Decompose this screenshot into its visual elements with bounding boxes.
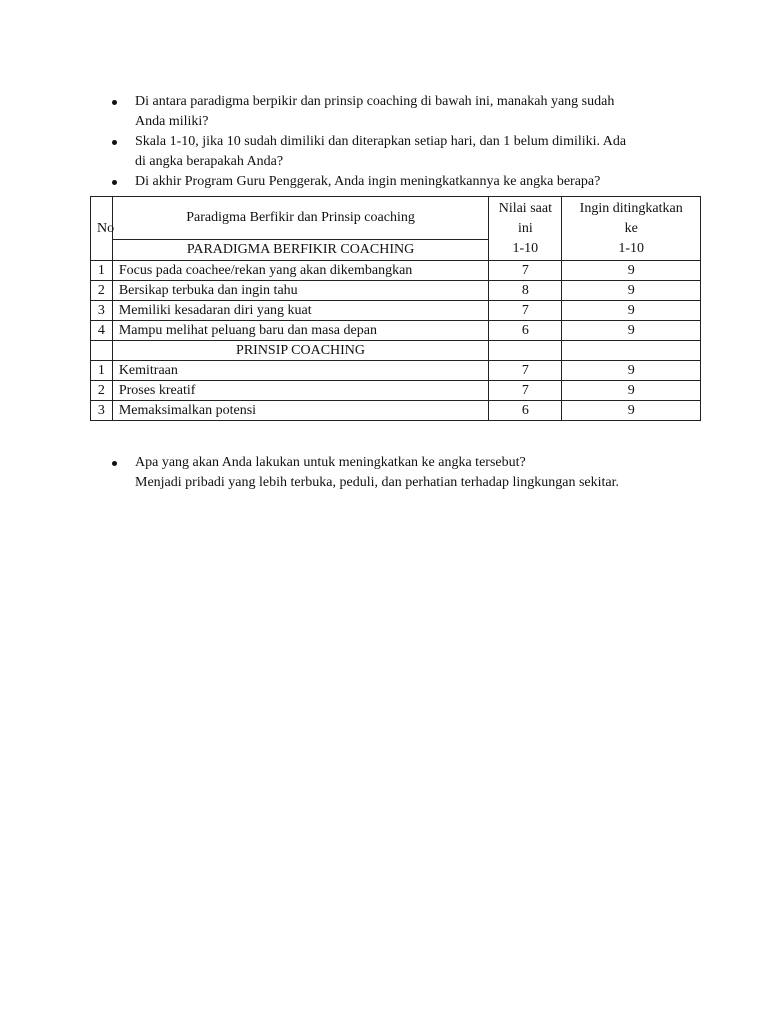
empty-cell: [489, 341, 562, 361]
intro-bullet-3: [110, 172, 700, 192]
row-no: 2: [91, 381, 113, 401]
bullet-text-line: Anda miliki?: [135, 114, 209, 129]
intro-bullet-list: [110, 92, 700, 192]
bullet-dot-icon: [112, 140, 117, 145]
header-target-line: Ingin ditingkatkan: [579, 200, 683, 216]
row-target-score: 9: [562, 261, 701, 281]
row-no: 4: [91, 321, 113, 341]
header-target-line: ke: [624, 220, 638, 236]
row-no: 3: [91, 301, 113, 321]
row-current-score: 6: [489, 321, 562, 341]
row-desc: Bersikap terbuka dan ingin tahu: [112, 281, 488, 301]
row-target-score: 9: [562, 381, 701, 401]
row-current-score: 6: [489, 401, 562, 421]
row-current-score: 8: [489, 281, 562, 301]
table-row: [91, 281, 701, 301]
table-row: [91, 401, 701, 421]
row-target-score: 9: [562, 281, 701, 301]
closing-answer: Menjadi pribadi yang lebih terbuka, peduli, dan perhatian terhadap lingkungan sekitar.: [135, 475, 620, 490]
header-no: No: [91, 197, 113, 261]
intro-bullet-2: [110, 132, 700, 172]
section2-title: PRINSIP COACHING: [112, 341, 488, 361]
row-no: 1: [91, 361, 113, 381]
row-no: 1: [91, 261, 113, 281]
row-desc: Kemitraan: [112, 361, 488, 381]
section1-title: PARADIGMA BERFIKIR COACHING: [112, 240, 488, 261]
table-row: [91, 261, 701, 281]
bullet-text-line: di angka berapakah Anda?: [135, 154, 284, 169]
row-target-score: 9: [562, 361, 701, 381]
table-row: [91, 301, 701, 321]
row-desc: Mampu melihat peluang baru dan masa depan: [112, 321, 488, 341]
header-current-line: ini: [517, 220, 533, 236]
section-title-row: [91, 341, 701, 361]
row-no: 3: [91, 401, 113, 421]
row-desc: Focus pada coachee/rekan yang akan dikembangkan: [112, 261, 488, 281]
table-header-row: [91, 197, 701, 240]
row-current-score: 7: [489, 381, 562, 401]
header-current-score: [489, 197, 562, 261]
row-target-score: 9: [562, 301, 701, 321]
row-current-score: 7: [489, 261, 562, 281]
closing-bullet-list: [110, 453, 700, 493]
header-target-line: 1-10: [618, 240, 645, 256]
row-desc: Proses kreatif: [112, 381, 488, 401]
empty-cell: [562, 341, 701, 361]
row-current-score: 7: [489, 361, 562, 381]
table-row: [91, 361, 701, 381]
coaching-score-table: [90, 196, 701, 421]
closing-question: Apa yang akan Anda lakukan untuk meningkatkan ke angka tersebut?: [135, 455, 526, 470]
bullet-text-line: Skala 1-10, jika 10 sudah dimiliki dan diterapkan setiap hari, dan 1 belum dimiliki. Ada: [135, 134, 627, 149]
row-desc: Memaksimalkan potensi: [112, 401, 488, 421]
row-desc: Memiliki kesadaran diri yang kuat: [112, 301, 488, 321]
closing-bullet: [110, 453, 700, 493]
table-row: [91, 321, 701, 341]
row-target-score: 9: [562, 401, 701, 421]
bullet-text-line: Di akhir Program Guru Penggerak, Anda ingin meningkatkannya ke angka berapa?: [135, 174, 601, 189]
row-target-score: 9: [562, 321, 701, 341]
row-no: 2: [91, 281, 113, 301]
header-target-score: [562, 197, 701, 261]
row-current-score: 7: [489, 301, 562, 321]
table-row: [91, 381, 701, 401]
header-current-line: 1-10: [512, 240, 539, 256]
bullet-dot-icon: [112, 461, 117, 466]
empty-cell: [91, 341, 113, 361]
bullet-text-line: Di antara paradigma berpikir dan prinsip coaching di bawah ini, manakah yang sudah: [135, 94, 615, 109]
intro-bullet-1: [110, 92, 700, 132]
header-current-line: Nilai saat: [498, 200, 552, 216]
header-desc: Paradigma Berfikir dan Prinsip coaching: [112, 197, 488, 240]
bullet-dot-icon: [112, 100, 117, 105]
bullet-dot-icon: [112, 180, 117, 185]
